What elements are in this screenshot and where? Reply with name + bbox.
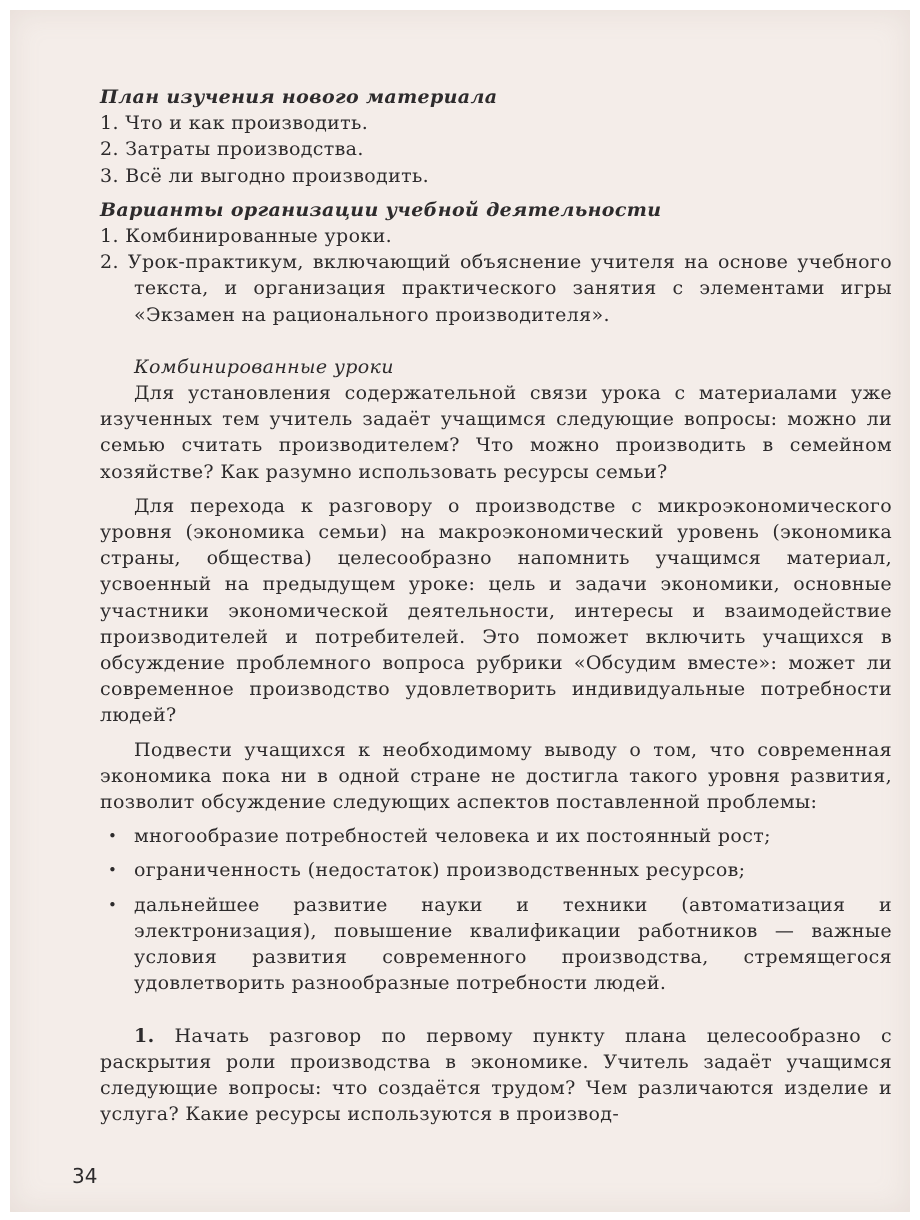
bullet-icon: • [108, 895, 118, 914]
paragraph-1: Для установления содержательной связи урока с материалами уже изученных тем учитель задаёт учащимся следующие вопросы: можно ли семью считать производителем? Что можно производить в семейном хозяйстве? Как разумно использовать ресурсы семьи? [100, 382, 892, 483]
bullet-icon: • [108, 861, 118, 880]
bullet-item-1 [100, 823, 892, 849]
combined-heading: Комбинированные уроки [134, 355, 394, 378]
bullet-item-2 [100, 857, 892, 883]
variants-item-2: 2. Урок-практикум, включающий объяснение учителя на основе учебного текста, и организация практического занятия с элементами игры «Экзамен на рационального производителя». [100, 251, 892, 326]
book-page [10, 10, 910, 1212]
bullet-text-1: многообразие потребностей человека и их постоянный рост; [134, 825, 771, 848]
paragraph-4-text: Начать разговор по первому пункту плана целесообразно с раскрытия роли производства в экономике. Учитель задаёт учащимся следующие вопросы: что создаётся трудом? Чем различаются изделие и услуга? Какие ресурсы используются в производ- [100, 1024, 892, 1126]
paragraph-4 [100, 1023, 892, 1128]
paragraph-4-number: 1. [134, 1024, 155, 1047]
plan-item-2: 2. Затраты производства. [100, 138, 364, 161]
paragraph-3: Подвести учащихся к необходимому выводу о том, что современная экономика пока ни в одной стране не достигла такого уровня развития, позволит обсуждение следующих аспектов поставленной проблемы: [100, 738, 892, 814]
bullet-text-3: дальнейшее развитие науки и техники (автоматизация и электронизация), повышение квалификации работников — важные условия развития современного производства, стремящегося удовлетворить разнообразные потребности людей. [134, 893, 892, 995]
page-number: 34 [72, 1164, 98, 1188]
variants-heading: Варианты организации учебной деятельности [100, 198, 662, 221]
plan-item-1: 1. Что и как производить. [100, 112, 369, 135]
bullet-icon: • [108, 827, 118, 846]
page-content [100, 84, 892, 1127]
bullet-item-3 [100, 892, 892, 997]
bullet-text-2: ограниченность (недостаток) производственных ресурсов; [134, 859, 746, 882]
variants-item-1: 1. Комбинированные уроки. [100, 225, 392, 248]
paragraph-2: Для перехода к разговору о производстве с микроэкономического уровня (экономика семьи) на макроэкономический уровень (экономика страны, общества) целесообразно напомнить учащимся материал, усвоенный на предыдущем уроке: цель и задачи экономики, основные участники экономической деятельности, интересы и взаимодействие производителей и потребителей. Это поможет включить учащихся в обсуждение проблемного вопроса рубрики «Обсудим вместе»: может ли современное производство удовлетворить индивидуальные потребности людей? [100, 494, 892, 727]
plan-item-3: 3. Всё ли выгодно производить. [100, 164, 430, 187]
plan-heading: План изучения нового материала [100, 86, 498, 108]
